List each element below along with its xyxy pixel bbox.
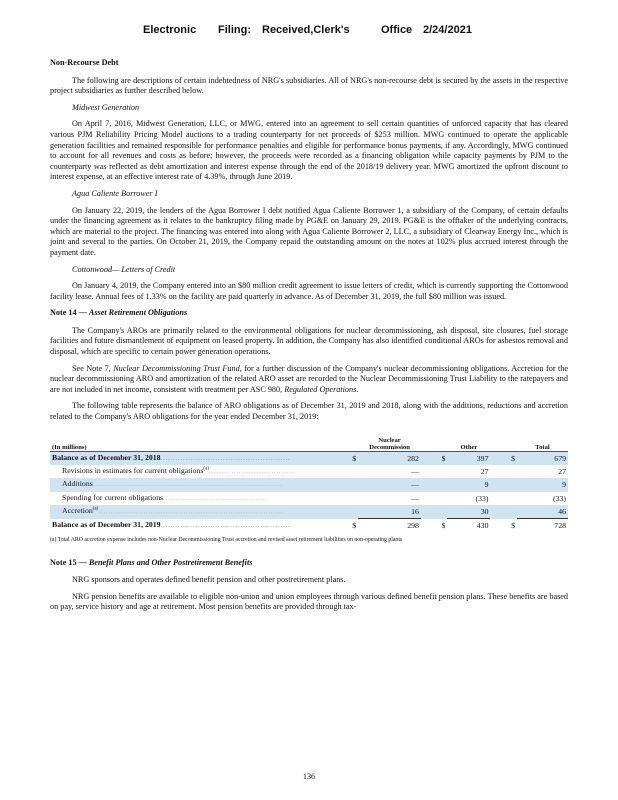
table-row (50, 465, 568, 478)
midwest-heading: Midwest Generation (72, 102, 140, 112)
row-label: Balance as of December 31, 2018 (52, 452, 161, 462)
filing-header (0, 24, 618, 38)
cell-currency: $ (332, 451, 359, 465)
note15-heading (50, 558, 568, 569)
table-footnote: (a) Total ARO accretion expense includes non-Nuclear Decommissioning Trust accretion and revised asset retirement liabilities on non-operating plants (50, 537, 403, 544)
cell-currency (421, 478, 448, 491)
agua-text: On January 22, 2019, the lenders of the Agua Borrower I debt notified Agua Caliente Borrower 1, a subsidiary of the Company, of certain defaults under the financing agreement as it relates to the bankruptcy filing made by PG&E on January 29, 2019. PG&E is the offtaker of the underlying contracts, which are material to the project. The financing was entered into along with Agua Caliente Borrower 2, LLC, a subsidiary of Clearway Energy Inc., which is joint and several to the parties. On October 21, 2019, the Company repaid the outstanding amount on the notes at 102% plus accrued interest through the payment date. (50, 205, 568, 257)
cell-currency (490, 478, 517, 491)
cell-total: 728 (517, 519, 568, 532)
note14-p1: The Company's AROs are primarily related to the environmental obligations for nuclear decommissioning, ash disposal, site closures, fuel storage facilities and future dismantlement of equipment on leased property. In addition, the Company has also identified conditional AROs for asbestos removal and disposal, which are specific to certain power generation operations. (50, 325, 568, 357)
aro-col-nuclear (358, 429, 421, 452)
cell-other: 397 (447, 451, 490, 465)
cell-other: 30 (447, 505, 490, 518)
nonrecourse-heading: Non-Recourse Debt (50, 58, 119, 67)
cell-nuclear: — (358, 478, 421, 491)
cell-nuclear: — (411, 493, 419, 503)
footnote-marker: (a) (92, 506, 99, 512)
footnote-marker: (a) (203, 466, 209, 472)
header-filing: Filing: (218, 24, 251, 36)
aro-table (50, 429, 568, 532)
note14-p2e: . (356, 384, 359, 394)
row-label: Revisions in estimates for current obligations (62, 466, 204, 476)
header-electronic: Electronic (143, 24, 197, 36)
note15-title: Benefit Plans and Other Postretirement Benefits (88, 557, 253, 567)
cell-other: 27 (480, 467, 489, 477)
note15-number: Note 15 — (50, 557, 87, 567)
leader-dots: ............................................................................ (92, 482, 283, 489)
table-row (50, 505, 568, 518)
cell-currency (490, 465, 517, 478)
cell-total: 9 (517, 478, 568, 491)
leader-dots: .................................. (208, 469, 294, 476)
cell-currency (421, 492, 448, 505)
aro-col-nuclear-line2: Decommission (369, 443, 410, 451)
midwest-text: On April 7, 2016, Midwest Generation, LLC, or MWG, entered into an agreement to sell certain quantities of unforced capacity that has cleared various PJM Reliability Pricing Model auctions to a trading counterparty for net proceeds of $253 million. MWG continued to operate the applicable generation facilities and remained responsible for performance penalties and eligible for performance bonus payments, if any. Accordingly, MWG continued to account for all revenues and costs as before; however, the proceeds were recorded as a financing obligation while capacity payments by PJM to the counterparty was reflected as debt amortization and interest expense through the end of the 2018/19 delivery year. MWG amortized the upfront discount to interest expense, at an effective interest rate of 4.39%, through June 2019. (50, 119, 568, 182)
cell-currency: $ (421, 451, 448, 465)
note14-heading (50, 308, 568, 319)
note15-p1: NRG sponsors and operates defined benefit pension and other postretirement plans. (72, 575, 346, 585)
cell-currency (490, 505, 517, 518)
note14-number: Note 14 — (50, 308, 87, 318)
aro-col-total: Total (535, 443, 550, 451)
row-label: Spending for current obligations (62, 492, 164, 502)
aro-col-other: Other (460, 443, 478, 451)
cottonwood-heading: Cottonwood— Letters of Credit (72, 264, 176, 274)
header-received: Received,Clerk's (262, 24, 350, 36)
note14-p2c: for a further discussion of the Company's nuclear decommissioning obligations. Accretion for the nuclear decommissioning ARO and amortization of the related ARO asset are recorded to the Nuclear Decommissioning Trust Liability to the ratepayers and are not included in net income, consistent with treatment per ASC 980, (50, 363, 568, 394)
cell-nuclear: 298 (358, 519, 421, 532)
row-label: Accretion (62, 506, 93, 516)
table-row (50, 492, 568, 505)
row-label: Balance as of December 31, 2019 (52, 519, 161, 529)
note14-p2 (50, 364, 568, 396)
note14-p2d: Regulated Operations (284, 384, 357, 394)
cell-total: 46 (517, 505, 568, 518)
leader-dots: .................................................... (160, 522, 291, 529)
table-row (50, 519, 568, 532)
page-content (50, 58, 568, 619)
cell-nuclear: 16 (358, 505, 421, 518)
aro-unit-label: (In millions) (52, 443, 87, 451)
cell-currency (490, 492, 517, 505)
header-date: 2/24/2021 (423, 24, 472, 36)
cell-currency (332, 492, 359, 505)
cell-currency (421, 505, 448, 518)
cell-total: 679 (517, 451, 568, 465)
aro-table-header (50, 429, 568, 452)
header-office: Office (381, 24, 413, 36)
cell-nuclear: 282 (358, 451, 421, 465)
aro-col-nuclear-line1: Nuclear (378, 436, 401, 444)
note14-title: Asset Retirement Obligations (88, 308, 188, 318)
leader-dots: .......................................................................... (98, 509, 284, 516)
cell-currency (332, 505, 359, 518)
cell-currency: $ (441, 520, 446, 530)
agua-heading: Agua Caliente Borrower I (72, 188, 158, 198)
row-label: Additions (62, 479, 93, 489)
table-row (50, 478, 568, 491)
cell-currency (332, 478, 359, 491)
cell-currency (332, 465, 359, 478)
leader-dots: .................................................... (160, 455, 291, 462)
cell-other: 430 (447, 519, 490, 532)
cottonwood-text: On January 4, 2019, the Company entered into an $80 million credit agreement to issue letters of credit, which is currently supporting the Cottonwood facility lease. Annual fees of 1.33% on the facility are paid quarterly in advance. As of December 31, 2019, the full $80 million was issued. (50, 281, 568, 301)
cell-total: 27 (558, 467, 566, 477)
cell-currency (421, 465, 448, 478)
table-row (50, 451, 568, 465)
leader-dots: .......................................... (163, 495, 269, 502)
cell-currency: $ (352, 520, 357, 530)
page-number: 136 (302, 772, 316, 781)
note14-p2b: Nuclear Decommissioning Trust Fund, (113, 363, 242, 373)
cell-currency: $ (511, 520, 515, 530)
note14-p2a: See Note 7, (72, 363, 111, 373)
cell-currency: $ (490, 451, 517, 465)
cell-total: (33) (553, 493, 566, 503)
note14-p3: The following table represents the balance of ARO obligations as of December 31, 2019 and 2018, along with the additions, reductions and accretion related to the Company's ARO obligations for the year ended December 31, 2019: (50, 401, 568, 422)
cell-nuclear: — (411, 467, 419, 477)
cell-other: (33) (475, 493, 489, 503)
nonrecourse-intro: The following are descriptions of certain indebtedness of NRG's subsidiaries. All of NRG's non-recourse debt is secured by the assets in the respective project subsidiaries as further described below. (50, 75, 568, 96)
cell-other: 9 (447, 478, 490, 491)
note15-p2: NRG pension benefits are available to eligible non-union and union employees through various defined benefit pension plans. These benefits are based on pay, service history and age at retirement. Most pension benefits are provided through tax- (50, 591, 568, 612)
